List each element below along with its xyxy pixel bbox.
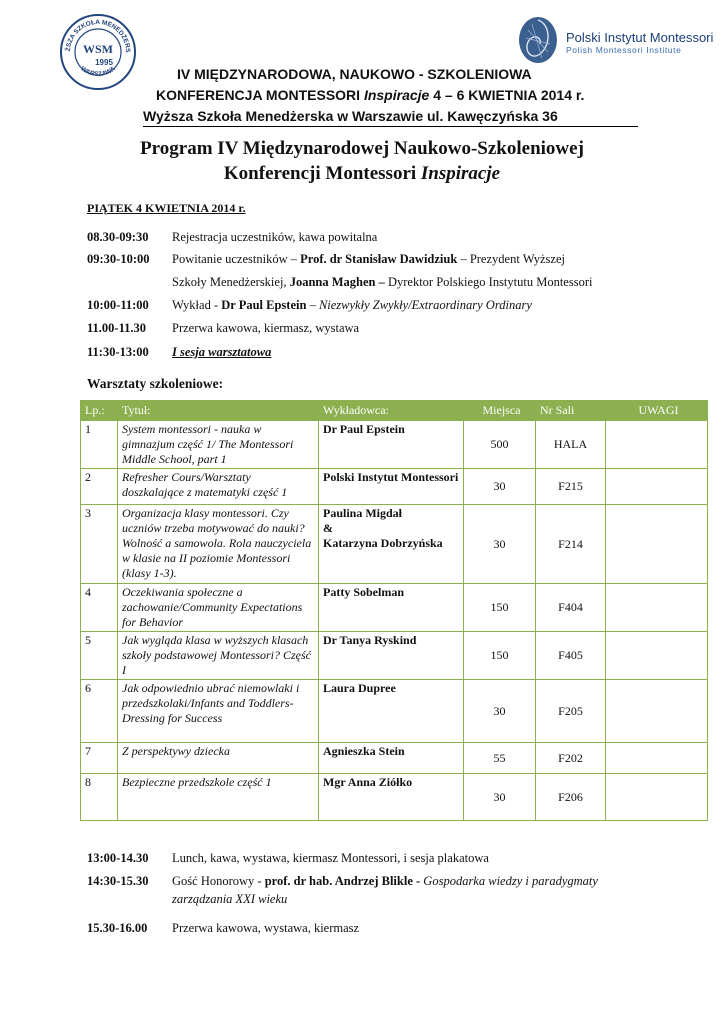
cell-lp: 8	[81, 774, 118, 821]
header-lp: Lp.:	[81, 401, 118, 421]
workshops-title: Warsztaty szkoleniowe:	[87, 376, 224, 391]
cell-lp: 6	[81, 680, 118, 743]
schedule-item: Przerwa kawowa, wystawa, kiermasz	[172, 921, 360, 935]
header-line-3: Wyższa Szkoła Menedżerska w Warszawie ul. Kawęczyńska 36	[143, 108, 558, 124]
table-row	[81, 469, 708, 505]
table-row	[81, 505, 708, 584]
program-title-2: Konferencji Montessori Inspiracje	[223, 163, 501, 184]
cell-seats: 150	[464, 584, 536, 632]
header-lecturer: Wykładowca:	[319, 401, 464, 421]
institute-name: Polski Instytut Montessori	[566, 30, 714, 45]
header-title: Tytuł:	[118, 401, 319, 421]
cell-lp: 5	[81, 632, 118, 680]
cell-room: F405	[536, 632, 606, 680]
cell-lecturer: Polski Instytut Montessori	[319, 469, 464, 505]
cell-title: Jak wygląda klasa w wyższych klasach szkoły podstawowej Montessori? Część I	[118, 632, 319, 680]
table-header-row	[81, 401, 708, 421]
table-row	[81, 632, 708, 680]
cell-room: F404	[536, 584, 606, 632]
cell-lecturer: Mgr Anna Ziółko	[319, 774, 464, 821]
cell-seats: 30	[464, 774, 536, 821]
table-row	[81, 421, 708, 469]
cell-notes	[606, 584, 708, 632]
schedule-item: Wykład - Dr Paul Epstein – Niezwykły Zwykły/Extraordinary Ordinary	[172, 298, 532, 312]
schedule-time: 13:00-14.30	[87, 851, 149, 865]
seal-year: 1995	[95, 58, 113, 67]
cell-notes	[606, 680, 708, 743]
cell-notes	[606, 469, 708, 505]
header-room: Nr Sali	[536, 401, 606, 421]
svg-text:WARSZAWA	[79, 65, 117, 78]
shell-logo-icon	[518, 14, 566, 66]
cell-room: F206	[536, 774, 606, 821]
cell-lecturer: Patty Sobelman	[319, 584, 464, 632]
cell-lecturer	[319, 505, 464, 584]
table-row	[81, 774, 708, 821]
cell-notes	[606, 743, 708, 774]
schedule-time: 10:00-11:00	[87, 298, 149, 312]
cell-seats: 30	[464, 469, 536, 505]
schedule-time: 11.00-11.30	[87, 321, 147, 335]
seal-city: WARSZAWA	[79, 65, 117, 79]
table-row	[81, 680, 708, 743]
cell-room: F214	[536, 505, 606, 584]
schedule-time: 11:30-13:00	[87, 345, 149, 359]
workshops-table	[80, 400, 708, 821]
header-divider	[143, 126, 638, 127]
cell-lp: 3	[81, 505, 118, 584]
schedule-item-continued: Szkoły Menedżerskiej, Joanna Maghen – Dyrektor Polskiego Instytutu Montessori	[172, 275, 593, 289]
cell-room: F205	[536, 680, 606, 743]
schedule-time: 15.30-16.00	[87, 921, 148, 935]
header-seats: Miejsca	[464, 401, 536, 421]
table-row	[81, 584, 708, 632]
cell-seats: 30	[464, 505, 536, 584]
cell-notes	[606, 774, 708, 821]
seal-ring-text: ŻSZA SZKOŁA MENEDŻERS	[64, 18, 132, 53]
schedule-time: 08.30-09:30	[87, 230, 149, 244]
cell-lecturer: Laura Dupree	[319, 680, 464, 743]
cell-notes	[606, 505, 708, 584]
schedule-item: Powitanie uczestników – Prof. dr Stanisław Dawidziuk – Prezydent Wyższej	[172, 252, 565, 266]
schedule-item: I sesja warsztatowa	[172, 345, 272, 359]
cell-room: F202	[536, 743, 606, 774]
cell-room: F215	[536, 469, 606, 505]
cell-room: HALA	[536, 421, 606, 469]
cell-lp: 7	[81, 743, 118, 774]
lecturer-name: Paulina Migdał	[323, 506, 403, 520]
institute-subtitle: Polish Montessori Institute	[566, 45, 682, 55]
cell-lp: 2	[81, 469, 118, 505]
header-line-2: KONFERENCJA MONTESSORI Inspiracje 4 – 6 KWIETNIA 2014 r.	[156, 87, 585, 103]
table-row	[81, 743, 708, 774]
header-notes: UWAGI	[606, 401, 708, 421]
day-heading: PIĄTEK 4 KWIETNIA 2014 r.	[87, 201, 246, 215]
cell-title: System montessori - nauka w gimnazjum część 1/ The Montessori Middle School, part 1	[118, 421, 319, 469]
cell-lecturer: Agnieszka Stein	[319, 743, 464, 774]
schedule-item: Przerwa kawowa, kiermasz, wystawa	[172, 321, 360, 335]
cell-seats: 30	[464, 680, 536, 743]
cell-seats: 55	[464, 743, 536, 774]
cell-seats: 150	[464, 632, 536, 680]
cell-lecturer: Dr Paul Epstein	[319, 421, 464, 469]
cell-lecturer: Dr Tanya Ryskind	[319, 632, 464, 680]
cell-title: Refresher Cours/Warsztaty doszkalające z matematyki część 1	[118, 469, 319, 505]
schedule-item: Rejestracja uczestników, kawa powitalna	[172, 230, 378, 244]
seal-monogram: WSM	[83, 42, 113, 56]
schedule-item: Gość Honorowy - prof. dr hab. Andrzej Blikle - Gospodarka wiedzy i paradygmaty	[172, 874, 598, 888]
schedule-time: 09:30-10:00	[87, 252, 150, 266]
schedule-item-continued: zarządzania XXI wieku	[172, 892, 288, 906]
cell-notes	[606, 421, 708, 469]
cell-seats: 500	[464, 421, 536, 469]
cell-title: Oczekiwania społeczne a zachowanie/Community Expectations for Behavior	[118, 584, 319, 632]
schedule-item: Lunch, kawa, wystawa, kiermasz Montessori, i sesja plakatowa	[172, 851, 489, 865]
cell-title: Bezpieczne przedszkole część 1	[118, 774, 319, 821]
cell-title: Jak odpowiednio ubrać niemowlaki i przedszkolaki/Infants and Toddlers-Dressing for Success	[118, 680, 319, 743]
cell-lp: 4	[81, 584, 118, 632]
lecturer-ampersand: &	[323, 521, 333, 535]
cell-title: Z perspektywy dziecka	[118, 743, 319, 774]
schedule-time: 14:30-15.30	[87, 874, 149, 888]
cell-title: Organizacja klasy montessori. Czy uczniów trzeba motywować do nauki? Wolność a samowola. Rola nauczyciela w klasie na II poziomie Montessori (klasy 1-3).	[118, 505, 319, 584]
header-line-1: IV MIĘDZYNARODOWA, NAUKOWO - SZKOLENIOWA	[177, 66, 532, 82]
lecturer-name: Katarzyna Dobrzyńska	[323, 536, 443, 550]
school-seal-logo	[59, 13, 137, 91]
cell-notes	[606, 632, 708, 680]
program-title-1: Program IV Międzynarodowej Naukowo-Szkoleniowej	[140, 138, 584, 159]
cell-lp: 1	[81, 421, 118, 469]
